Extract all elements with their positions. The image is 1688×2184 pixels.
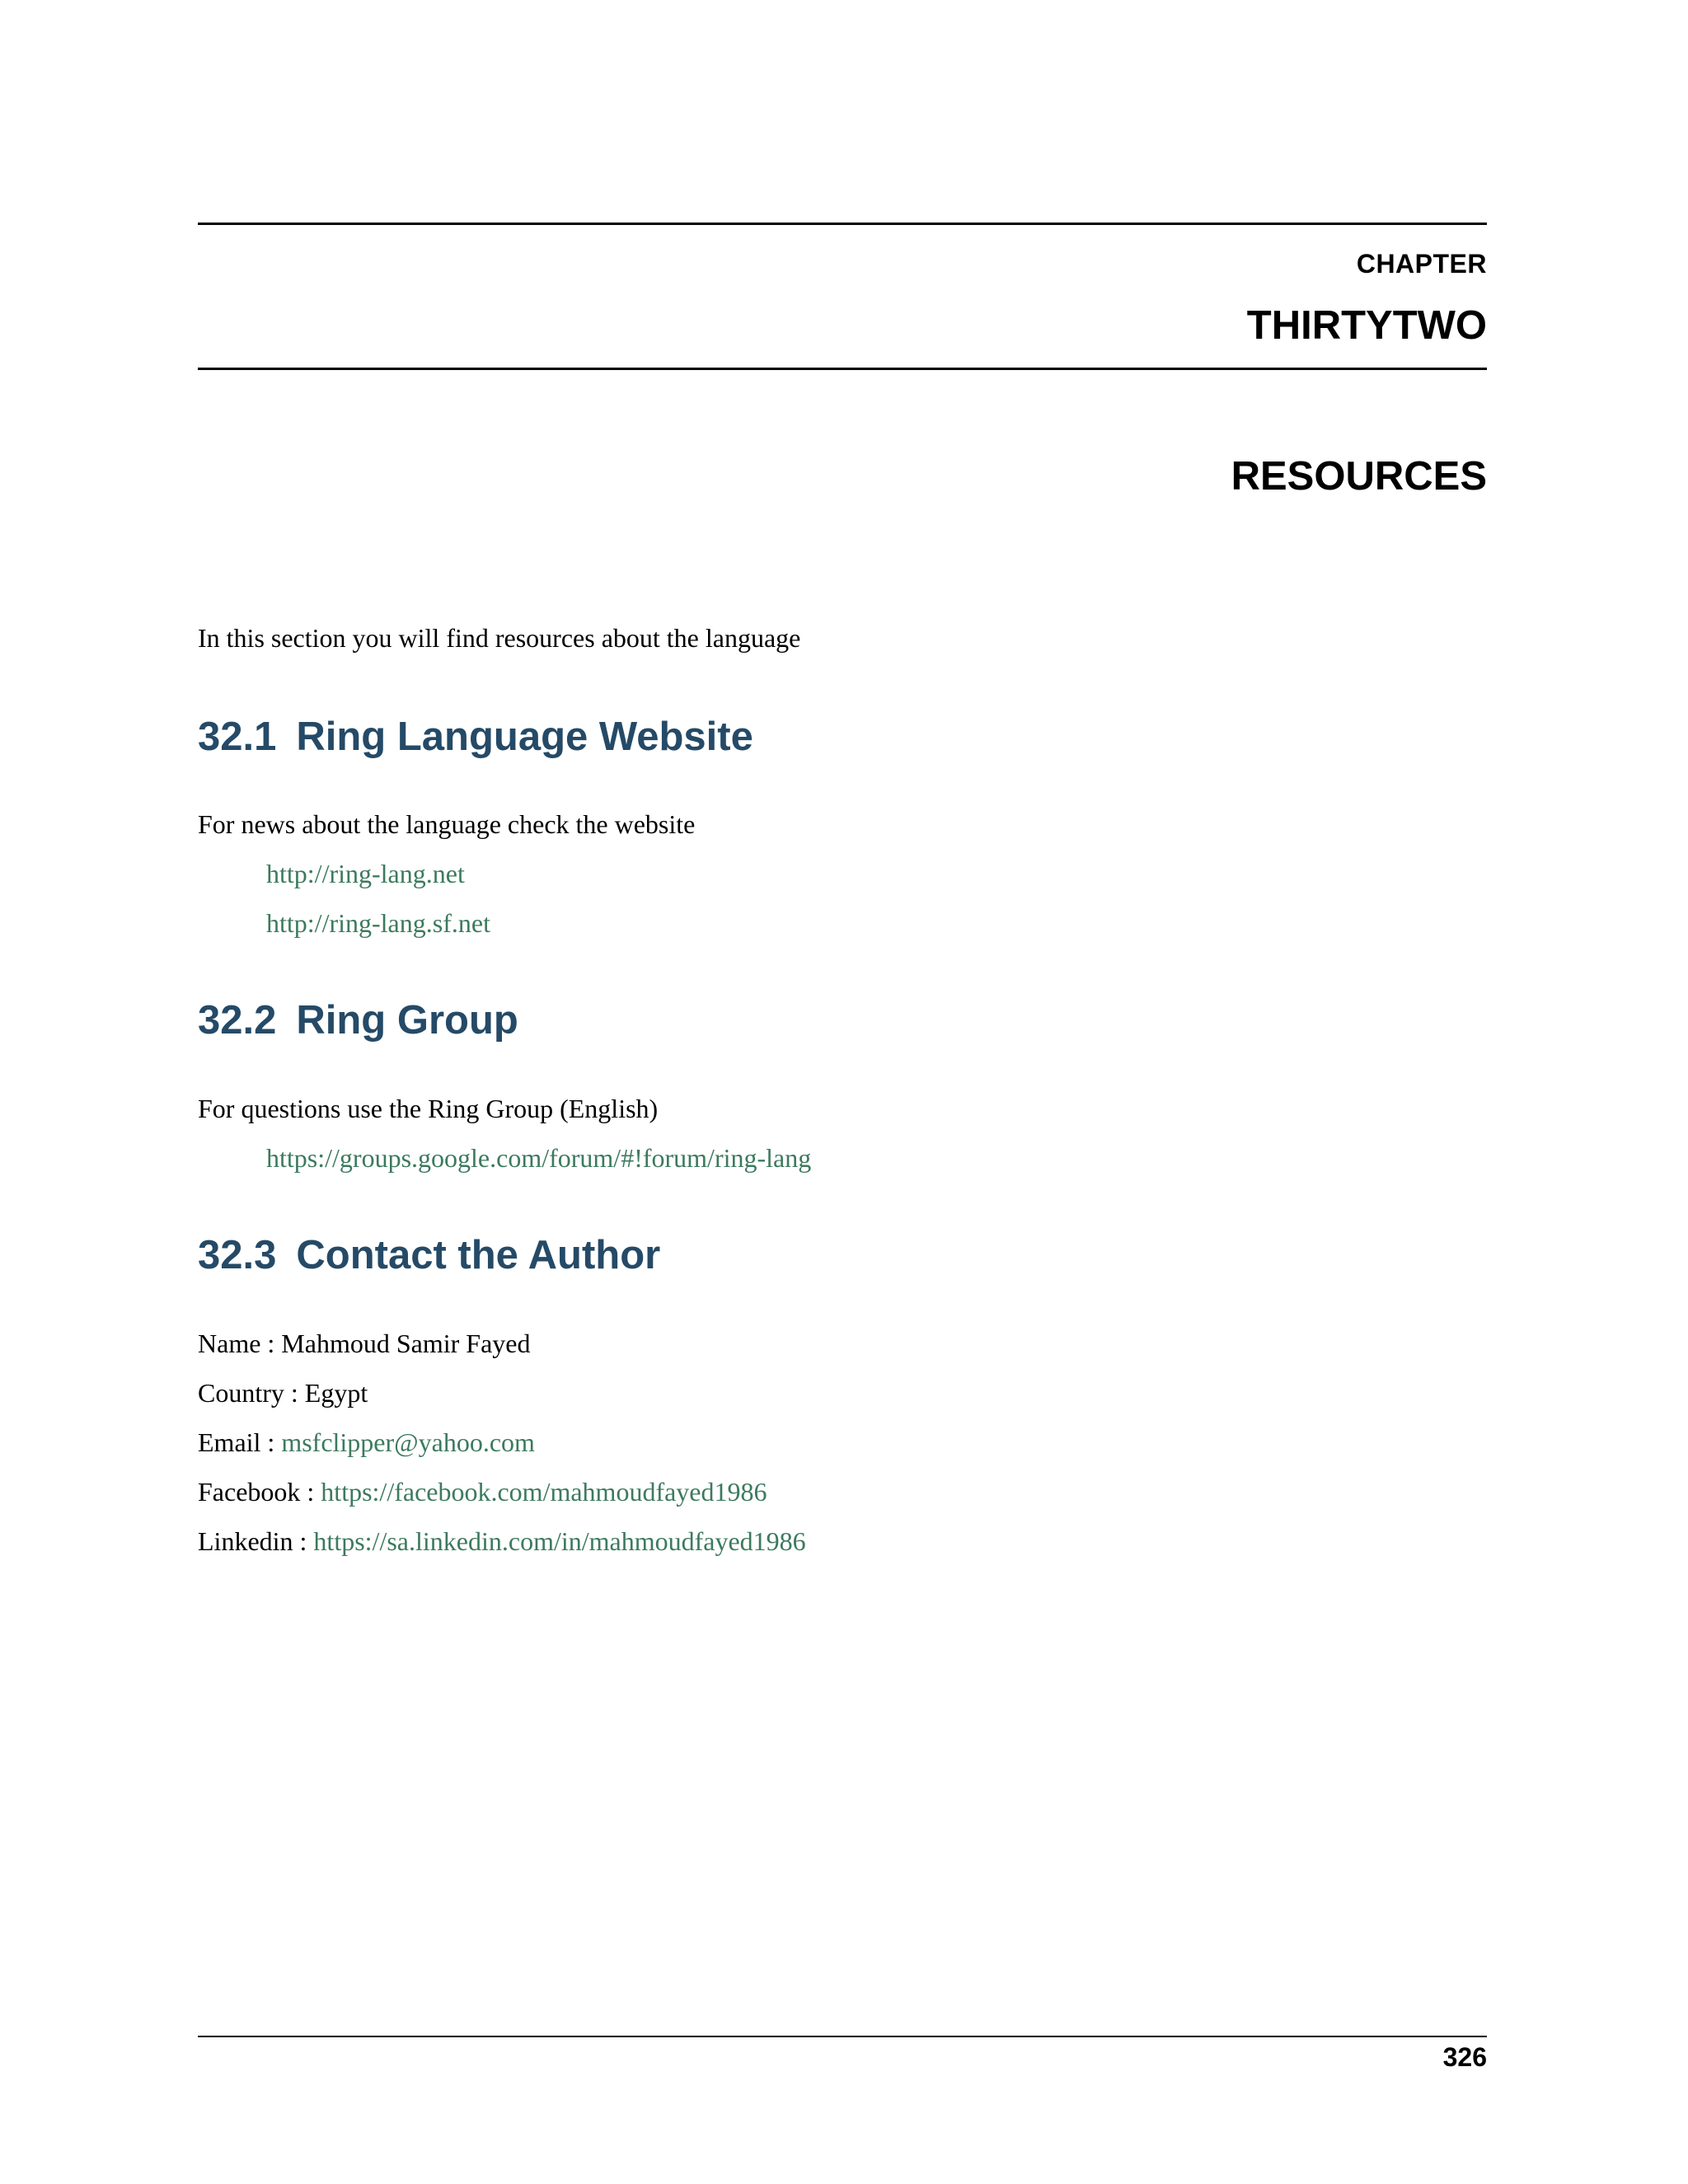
chapter-number: THIRTYTWO [1246,303,1487,348]
chapter-title: RESOURCES [1231,454,1487,499]
section-heading-contact [198,1230,660,1280]
contact-label: Country : [198,1378,305,1408]
group-link[interactable]: https://groups.google.com/forum/#!forum/ring-lang [266,1143,812,1173]
intro-paragraph: In this section you will find resources about the language [198,623,801,653]
contact-country-value: Egypt [304,1378,368,1408]
linkedin-link[interactable]: https://sa.linkedin.com/in/mahmoudfayed1986 [313,1526,806,1556]
section-number: 32.3 [198,1233,277,1277]
facebook-link[interactable]: https://facebook.com/mahmoudfayed1986 [321,1477,767,1507]
contact-name-value: Mahmoud Samir Fayed [281,1329,531,1358]
contact-linkedin-line [198,1525,806,1558]
section-title: Contact the Author [296,1233,661,1277]
website-link-sf[interactable]: http://ring-lang.sf.net [266,908,490,938]
section-heading-group [198,996,518,1045]
section-title: Ring Group [296,998,518,1043]
contact-label: Name : [198,1329,282,1358]
section-website-text: For news about the language check the website [198,809,696,839]
contact-country-line [198,1376,368,1409]
section-group-text: For questions use the Ring Group (English) [198,1094,659,1123]
contact-name-line [198,1327,530,1360]
contact-label: Facebook : [198,1477,321,1507]
website-link-main[interactable]: http://ring-lang.net [266,859,465,888]
contact-facebook-line [198,1475,767,1508]
section-heading-website [198,712,753,762]
page-number: 326 [1442,2042,1487,2072]
chapter-top-rule [198,223,1487,225]
section-number: 32.1 [198,715,277,759]
chapter-label: CHAPTER [1356,249,1487,279]
contact-label: Email : [198,1427,282,1457]
contact-email-line [198,1426,535,1459]
email-link[interactable]: msfclipper@yahoo.com [281,1427,535,1457]
section-title: Ring Language Website [296,715,753,759]
chapter-bottom-rule [198,368,1487,370]
contact-label: Linkedin : [198,1526,314,1556]
footer-rule [198,2036,1487,2037]
section-number: 32.2 [198,998,277,1043]
